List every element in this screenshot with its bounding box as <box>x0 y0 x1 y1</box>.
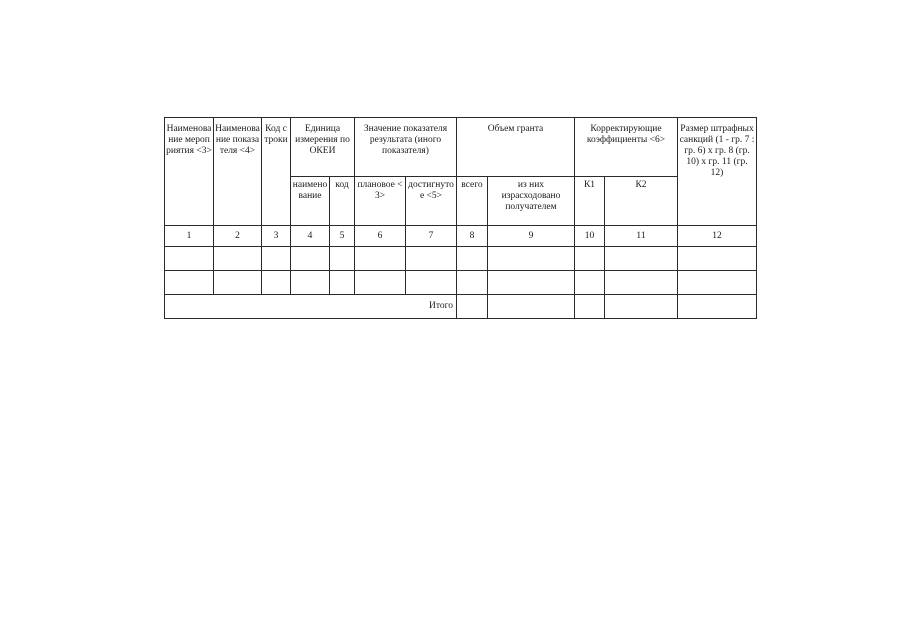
header-unit-group: Единица измерения по ОКЕИ <box>291 118 355 177</box>
table-cell <box>406 271 457 295</box>
header-coefficients-group: Корректирующие коэффициенты <6> <box>575 118 678 177</box>
total-row <box>165 295 757 319</box>
column-number: 2 <box>214 226 262 247</box>
table-cell <box>355 271 406 295</box>
table-cell <box>330 247 355 271</box>
table-cell <box>355 247 406 271</box>
table-cell <box>488 247 575 271</box>
header-value-achieved: достигнутое <5> <box>406 177 457 226</box>
table-cell <box>575 271 605 295</box>
column-number: 4 <box>291 226 330 247</box>
table-row <box>165 271 757 295</box>
header-unit-code: код <box>330 177 355 226</box>
table-cell <box>214 271 262 295</box>
column-number: 11 <box>605 226 678 247</box>
header-coefficient-k2: К2 <box>605 177 678 226</box>
table-cell <box>291 271 330 295</box>
table-cell <box>165 271 214 295</box>
table-cell <box>262 271 291 295</box>
header-penalty-size: Размер штрафных санкций (1 - гр. 7 : гр. 6) x гр. 8 (гр. 10) x гр. 11 (гр. 12) <box>678 118 757 226</box>
table-cell <box>214 247 262 271</box>
table-cell <box>488 271 575 295</box>
header-indicator-name: Наименование показателя <4> <box>214 118 262 226</box>
header-grant-group: Объем гранта <box>457 118 575 177</box>
column-number-row <box>165 226 757 247</box>
table-cell <box>457 271 488 295</box>
column-number: 10 <box>575 226 605 247</box>
header-event-name: Наименование мероприятия <3> <box>165 118 214 226</box>
header-line-code: Код строки <box>262 118 291 226</box>
header-grant-total: всего <box>457 177 488 226</box>
column-number: 9 <box>488 226 575 247</box>
table-cell <box>330 271 355 295</box>
column-number: 12 <box>678 226 757 247</box>
table-cell <box>291 247 330 271</box>
table-cell <box>678 271 757 295</box>
table-cell <box>406 247 457 271</box>
column-number: 3 <box>262 226 291 247</box>
column-number: 6 <box>355 226 406 247</box>
header-value-planned: плановое <3> <box>355 177 406 226</box>
column-number: 8 <box>457 226 488 247</box>
table-cell <box>457 247 488 271</box>
table-cell <box>605 271 678 295</box>
column-number: 7 <box>406 226 457 247</box>
table-cell <box>262 247 291 271</box>
table-cell <box>575 247 605 271</box>
total-label: Итого <box>165 295 457 319</box>
header-value-group: Значение показателя результата (иного показателя) <box>355 118 457 177</box>
header-row-1 <box>165 118 757 177</box>
column-number: 5 <box>330 226 355 247</box>
total-k2-cell <box>605 295 678 319</box>
column-number: 1 <box>165 226 214 247</box>
total-grant-spent-cell <box>488 295 575 319</box>
table-cell <box>678 247 757 271</box>
table-row <box>165 247 757 271</box>
header-coefficient-k1: К1 <box>575 177 605 226</box>
header-grant-spent: из них израсходовано получателем <box>488 177 575 226</box>
table-cell <box>165 247 214 271</box>
header-unit-name: наименование <box>291 177 330 226</box>
total-k1-cell <box>575 295 605 319</box>
penalty-table <box>164 117 757 319</box>
table-cell <box>605 247 678 271</box>
total-grant-total-cell <box>457 295 488 319</box>
total-penalty-cell <box>678 295 757 319</box>
